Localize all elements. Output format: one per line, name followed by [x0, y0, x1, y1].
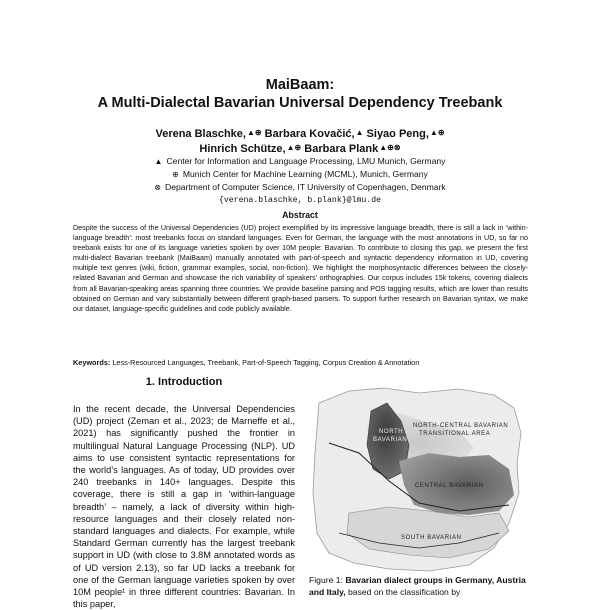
title-line-1: MaiBaam: — [265, 77, 335, 93]
keywords-list: Less-Resourced Languages, Treebank, Part-of-Speech Tagging, Corpus Creation & Annotation — [112, 358, 420, 367]
author-name: Siyao Peng, — [366, 128, 429, 140]
section-heading: 1. Introduction — [145, 376, 223, 388]
label-north: NORTH — [379, 429, 404, 435]
author-name: Verena Blaschke, — [155, 128, 246, 140]
label-transitional-2: TRANSITIONAL AREA — [419, 431, 491, 437]
affiliation-line — [0, 155, 600, 168]
figure-caption — [309, 574, 529, 598]
author-list — [0, 126, 600, 156]
intro-paragraph: In the recent decade, the Universal Dependencies (UD) project (Zeman et al., 2023; de Marneffe et al., 2021) has significantly pushed the frontier in multilingual Natural Language Processing (NLP). UD aims to use consistent syntactic representations for the world’s languages. As of today, UD provides over 240 treebanks in 140+ languages. Despite this coverage, there is still a gap in ‘within-language breadth’ – namely, a lack of diversity within high-resource languages and their closely related non-standard languages and dialects. For example, while Standard German currently has the largest treebank support in UD (with close to 3.8M annotated words as of UD version 2.13), so far UD lacks a treebank for one of the German language varieties spoken by over 10M people¹ in three different countries: Bavarian. In this paper, — [73, 404, 295, 610]
affiliation-mark: ▲ — [154, 157, 163, 166]
affiliation-marks: ▲⊕ — [429, 128, 445, 137]
abstract-text: Despite the success of the Universal Dependencies (UD) project exemplified by its impressive language breadth, there is still a lack in ‘within-language breadth’: most treebanks focus on standard languages. Even for German, the language with the most annotations in UD, so far no treebank exists for one of its language varieties spoken by over 10M people: Bavarian. To contribute to closing this gap, we present the first multi-dialect Bavarian treebank (MaiBaam) manually annotated with part-of-speech and syntactic dependency information in UD, covering multiple text genres (wiki, fiction, grammar examples, social, non-fiction). We highlight the morphosyntactic differences between the closely-related Bavarian and German and showcase the rich variability of speakers’ orthographies. Our corpus includes 15k tokens, covering dialects from all Bavarian-speaking areas spanning three countries. We provide baseline parsing and POS tagging results, which are lower than results obtained on German and vary substantially between different graph-based parsers. To support further research on Bavarian syntax, we make our dataset, language-specific guidelines and code publicly available. — [73, 224, 528, 313]
affiliation-marks: ▲ — [355, 128, 364, 137]
label-transitional-1: NORTH-CENTRAL BAVARIAN — [413, 423, 509, 429]
caption-prefix: Figure 1: — [309, 575, 343, 585]
affiliation-marks: ▲⊕ — [246, 128, 262, 137]
affiliations — [0, 155, 600, 207]
author-email: {verena.blaschke, b.plank}@lmu.de — [218, 195, 382, 205]
affiliation-mark: ⊗ — [154, 183, 161, 193]
affiliation-text: Center for Information and Language Processing, LMU Munich, Germany — [166, 156, 446, 166]
caption-rest: based on the classification by — [345, 587, 461, 597]
abstract-heading: Abstract — [282, 210, 318, 220]
title-line-2: A Multi-Dialectal Bavarian Universal Dependency Treebank — [97, 95, 503, 111]
author-name: Barbara Kovačić, — [264, 128, 355, 140]
affiliation-marks: ▲⊕ — [286, 143, 302, 152]
keywords-label: Keywords: — [73, 358, 111, 367]
affiliation-text: Munich Center for Machine Learning (MCML), Munich, Germany — [182, 169, 428, 180]
affiliation-line — [0, 181, 600, 194]
keywords — [73, 358, 528, 367]
label-north-2: BAVARIAN — [373, 437, 408, 443]
affiliation-text: Department of Computer Science, IT University of Copenhagen, Denmark — [165, 182, 446, 193]
caption-bold: Bavarian dialect groups in Germany, Austria and Italy, — [309, 575, 526, 597]
author-name: Hinrich Schütze, — [199, 143, 286, 155]
affiliation-marks: ▲⊕⊗ — [379, 143, 401, 152]
author-name: Barbara Plank — [304, 143, 379, 155]
affiliation-line — [0, 168, 600, 181]
bavarian-dialect-map — [309, 383, 529, 573]
paper-title — [0, 76, 600, 112]
label-central: CENTRAL BAVARIAN — [415, 483, 484, 489]
label-south: SOUTH BAVARIAN — [401, 535, 462, 541]
affiliation-mark: ⊕ — [172, 170, 179, 180]
